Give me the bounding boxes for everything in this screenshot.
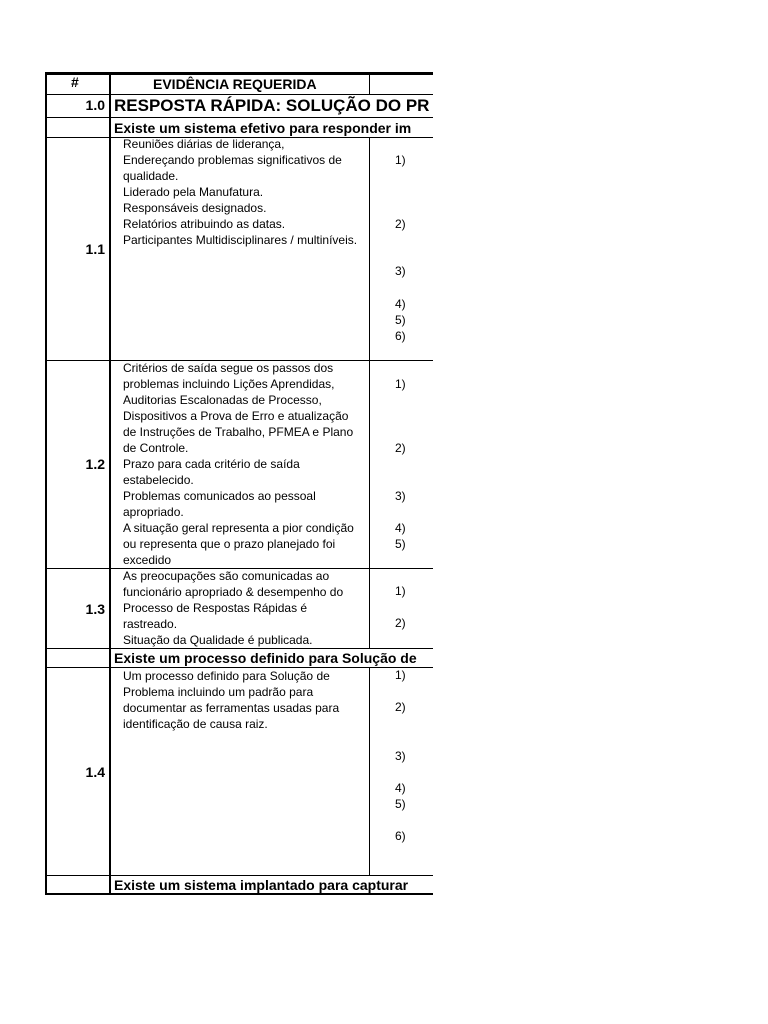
row-divider [45, 648, 433, 649]
item-marker: 2) [395, 441, 406, 455]
item-marker: 5) [395, 313, 406, 327]
item-marker: 1) [395, 153, 406, 167]
item-marker: 6) [395, 329, 406, 343]
item-marker: 6) [395, 829, 406, 843]
column-divider [369, 667, 370, 875]
item-marker: 2) [395, 217, 406, 231]
table-border-top [45, 72, 433, 75]
section-number: 1.0 [85, 97, 105, 113]
table-border-bottom [45, 893, 433, 895]
subheading: Existe um sistema efetivo para responder im [114, 120, 412, 136]
item-marker: 4) [395, 521, 406, 535]
row-number: 1.1 [85, 241, 105, 257]
row-number: 1.2 [85, 456, 105, 472]
subheading: Existe um sistema implantado para capturar [114, 877, 409, 893]
evidence-text: Um processo definido para Solução de Problema incluindo um padrão para documentar as ferramentas usadas para identificação de causa raiz. [123, 669, 340, 731]
item-marker: 1) [395, 668, 406, 682]
header-hash: # [71, 74, 79, 90]
item-marker: 1) [395, 584, 406, 598]
row-divider [45, 117, 433, 118]
column-divider [109, 72, 111, 895]
item-marker: 5) [395, 537, 406, 551]
item-marker: 2) [395, 616, 406, 630]
item-marker: 1) [395, 377, 406, 391]
item-marker: 5) [395, 797, 406, 811]
item-marker: 4) [395, 781, 406, 795]
evidence-text: Reuniões diárias de liderança, Endereçando problemas significativos de qualidade. Liderado pela Manufatura. Responsáveis designados. Relatórios atribuindo as datas. Participantes Multidisciplinares / multiníveis. [123, 137, 358, 247]
evidence-text: As preocupações são comunicadas ao funcionário apropriado & desempenho do Processo de Respostas Rápidas é rastreado. Situação da Qualidade é publicada. [123, 569, 344, 647]
item-marker: 2) [395, 700, 406, 714]
item-marker: 3) [395, 264, 406, 278]
item-marker: 3) [395, 489, 406, 503]
row-divider [45, 94, 433, 95]
evidence-text: Critérios de saída segue os passos dos problemas incluindo Lições Aprendidas, Auditorias Escalonadas de Processo, Dispositivos a Prova de Erro e atualização de Instruções de Trabalho, PFMEA e Plano de Controle. Prazo para cada critério de saída estabelecido. Problemas comunicados ao pessoal apropriado. A situação geral representa a pior condição ou representa que o prazo planejado foi excedido [123, 361, 354, 567]
column-divider [369, 137, 370, 648]
row-number: 1.3 [85, 601, 105, 617]
column-divider [369, 72, 370, 95]
section-title: RESPOSTA RÁPIDA: SOLUÇÃO DO PR [114, 96, 430, 115]
header-evidence: EVIDÊNCIA REQUERIDA [153, 76, 317, 92]
subheading: Existe um processo definido para Solução de [114, 650, 417, 666]
row-divider [45, 875, 433, 876]
item-marker: 4) [395, 297, 406, 311]
item-marker: 3) [395, 749, 406, 763]
row-number: 1.4 [85, 764, 105, 780]
